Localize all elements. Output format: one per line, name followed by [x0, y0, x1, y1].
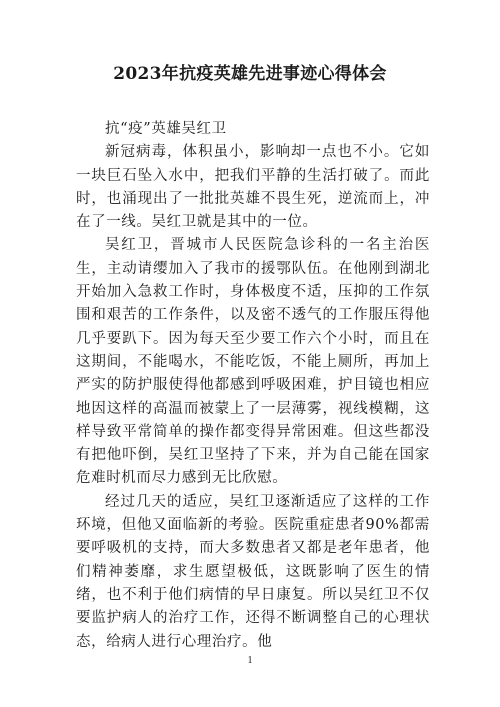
subheading: 抗“疫”英雄吴红卫: [105, 121, 227, 137]
paragraph-3: 经过几天的适应，吴红卫逐渐适应了这样的工作环境，但他又面临新的考验。医院重症患者90%都需要呼吸机的支持，而大多数患者又都是老年患者，他们精神萎靡，求生愿望极低，这既影响了医生的情绪，也不利于他们病情的早日康复。所以吴红卫不仅要监护病人的治疗工作，还得不断调整自己的心理状态，给病人进行心理治疗。他: [76, 493, 430, 650]
document-title: 2023年抗疫英雄先进事迹心得体会: [113, 64, 387, 84]
document-body: [76, 118, 430, 654]
paragraph-2: 吴红卫，晋城市人民医院急诊科的一名主治医生，主动请缨加入了我市的援鄂队伍。在他刚到湖北开始加入急救工作时，身体极度不适，压抑的工作氛围和艰苦的工作条件，以及密不透气的工作服压得他几乎要趴下。因为每天至少要工作六个小时，而且在这期间，不能喝水，不能吃饭，不能上厕所，再加上严实的防护服使得他都感到呼吸困难，护目镜也相应地因这样的高温而被蒙上了一层薄雾，视线模糊，这样导致平常简单的操作都变得异常困难。但这些都没有把他吓倒，吴红卫坚持了下来，并为自己能在国家危难时机而尽力感到无比欣慰。: [76, 237, 430, 487]
paragraph-1: 新冠病毒，体积虽小，影响却一点也不小。它如一块巨石坠入水中，把我们平静的生活打破了。而此时，也涌现出了一批批英雄不畏生死，逆流而上，冲在了一线。吴红卫就是其中的一位。: [76, 144, 430, 231]
page-number: 1: [247, 655, 253, 666]
